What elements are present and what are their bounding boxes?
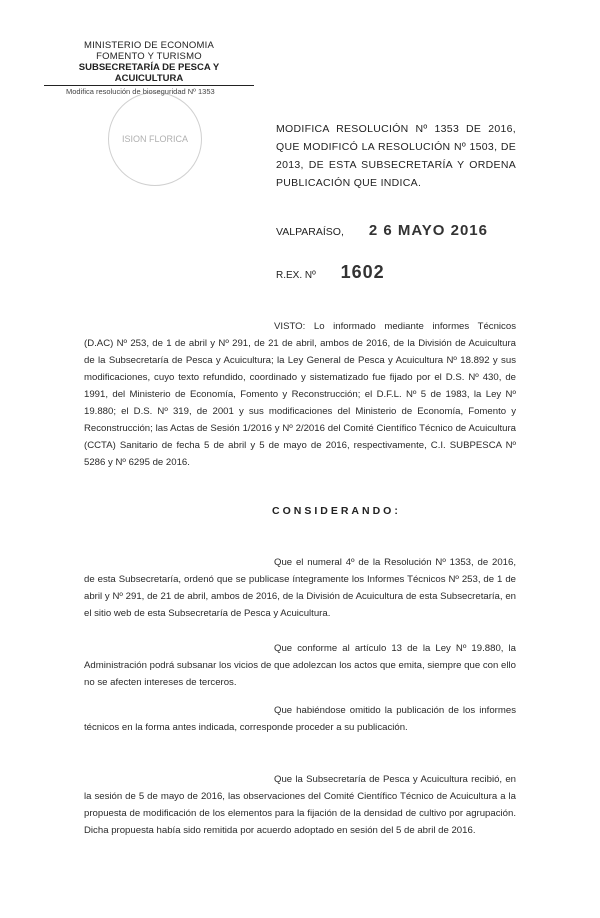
rex-number: 1602	[340, 262, 385, 282]
ministry-subtitle: FOMENTO Y TURISMO	[96, 51, 202, 62]
place: VALPARAÍSO,	[276, 226, 344, 238]
resolution-number	[276, 262, 385, 283]
letterhead	[44, 40, 254, 98]
resolution-subject: MODIFICA RESOLUCIÓN Nº 1353 DE 2016, QUE MODIFICÓ LA RESOLUCIÓN Nº 1503, DE 2013, DE ESTA SUBSECRETARÍA Y ORDENA PUBLICACIÓN QUE INDICA.	[276, 123, 516, 189]
considerando-paragraph-3: Que habiéndose omitido la publicación de los informes técnicos en la forma antes indicada, corresponde proceder a su publicación.	[84, 705, 516, 733]
considerando-paragraph-1: Que el numeral 4º de la Resolución Nº 1353, de 2016, de esta Subsecretaría, ordenó que se publicase íntegramente los Informes Técnicos Nº 253, de 1 de abril y Nº 291, de 21 de abril, ambos de 2016, de la División de Acuicultura de esta Subsecretaría, en el sitio web de esta Subsecretaría de Pesca y Acuicultura.	[84, 557, 516, 619]
subsecretaria-name: SUBSECRETARÍA DE PESCA Y ACUICULTURA	[44, 62, 254, 86]
official-stamp	[108, 92, 202, 186]
visto-paragraph: VISTO: Lo informado mediante informes Técnicos (D.AC) Nº 253, de 1 de abril y Nº 291, de 21 de abril, ambos de 2016, de la División de Acuicultura de la Subsecretaría de Pesca y Acuicultura; la Ley General de Pesca y Acuicultura Nº 18.892 y sus modificaciones, cuyo texto refundido, coordinado y sistematizado fue fijado por el D.S. Nº 430, de 1991, del Ministerio de Economía, Fomento y Reconstrucción; el D.F.L. Nº 5 de 1983, la Ley Nº 19.880; el D.S. Nº 319, de 2001 y sus modificaciones del Ministerio de Economía, Fomento y Reconstrucción; las Actas de Sesión 1/2016 y Nº 2/2016 del Comité Científico Técnico de Acuicultura (CCTA) Sanitario de fecha 5 de abril y 5 de mayo de 2016, respectivamente, C.I. SUBPESCA Nº 5286 y Nº 6295 de 2016.	[84, 321, 516, 468]
ministry-name: MINISTERIO DE ECONOMIA	[83, 40, 215, 51]
place-date	[276, 222, 488, 239]
considerando-paragraph-2: Que conforme al artículo 13 de la Ley Nº 19.880, la Administración podrá subsanar los vicios de que adolezcan los actos que emita, siempre que con ello no se afecten intereses de terceros.	[84, 643, 516, 688]
considerando-paragraph-4: Que la Subsecretaría de Pesca y Acuicultura recibió, en la sesión de 5 de mayo de 2016, las observaciones del Comité Científico Técnico de Acuicultura a la propuesta de modificación de los elementos para la fijación de la densidad de cultivo por agrupación. Dicha propuesta había sido remitida por acuerdo adoptado en sesión del 5 de abril de 2016.	[84, 774, 516, 836]
considerando-heading: CONSIDERANDO:	[272, 505, 401, 517]
stamp-text: ISION FLORICA	[121, 134, 188, 144]
rex-label: R.EX. Nº	[276, 270, 316, 281]
document-reference: Modifica resolución de bioseguridad Nº 1353	[66, 87, 215, 96]
date-stamp: 2 6 MAYO 2016	[368, 222, 488, 239]
